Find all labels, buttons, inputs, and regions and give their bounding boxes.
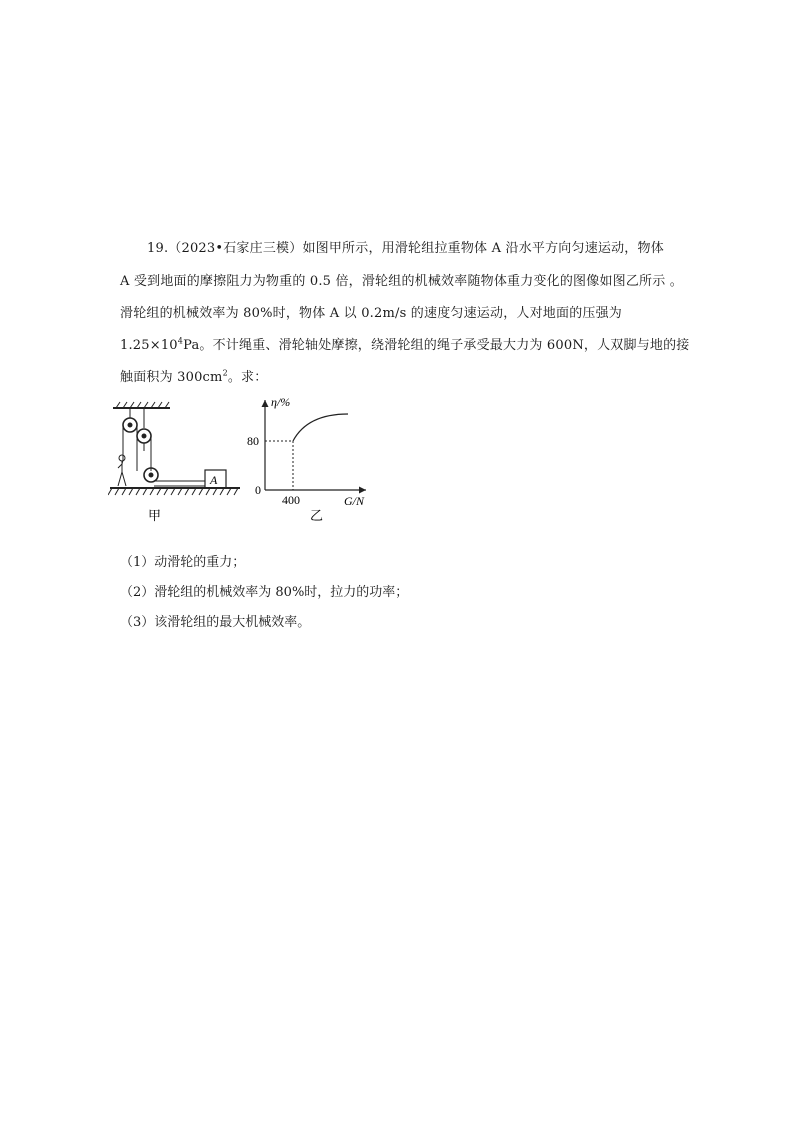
question-3: （3）该滑轮组的最大机械效率。	[120, 615, 311, 630]
problem-number: 19.	[147, 241, 169, 256]
y-tick-label: 80	[247, 434, 259, 448]
fixed-pulley	[123, 408, 137, 432]
problem-source: （2023•石家庄三模）	[168, 241, 303, 256]
question-2: （2）滑轮组的机械效率为 80%时，拉力的功率；	[120, 585, 409, 600]
efficiency-curve	[293, 414, 348, 441]
problem-line-5: 触面积为 $300cm^2$。求：	[120, 368, 268, 385]
figure-jia-pulley-system	[108, 398, 248, 528]
ceiling	[113, 402, 170, 408]
y-axis-label: η/%	[271, 395, 291, 409]
origin-label: 0	[255, 483, 261, 497]
problem-line-1: 19.（2023•石家庄三模）如图甲所示，用滑轮组拉重物体 A 沿水平方向匀速运动，物体	[147, 241, 664, 256]
ground	[108, 488, 240, 495]
question-1: （1）动滑轮的重力；	[120, 555, 246, 570]
problem-line-2: A 受到地面的摩擦阻力为物重的 0.5 倍，滑轮组的机械效率随物体重力变化的图像如图乙所示 。	[120, 274, 683, 289]
figure-yi-caption: 乙	[310, 508, 324, 523]
figure-jia-caption: 甲	[148, 508, 162, 523]
x-axis-label: G/N	[344, 494, 365, 508]
x-tick-label: 400	[282, 493, 300, 507]
problem-line-4: $1.25\times 10^4Pa$。不计绳重、滑轮轴处摩擦，绕滑轮组的绳子承受最大力为 600N，人双脚与地的接	[120, 336, 690, 353]
problem-line-3: 滑轮组的机械效率为 80%时，物体 A 以 0.2m/s 的速度匀速运动，人对地面的压强为	[120, 306, 622, 321]
horizontal-rope	[154, 481, 205, 486]
person-figure	[118, 455, 126, 486]
figure-yi-chart	[240, 392, 390, 532]
block-a-label: A	[210, 473, 218, 487]
moving-pulley	[137, 408, 151, 451]
